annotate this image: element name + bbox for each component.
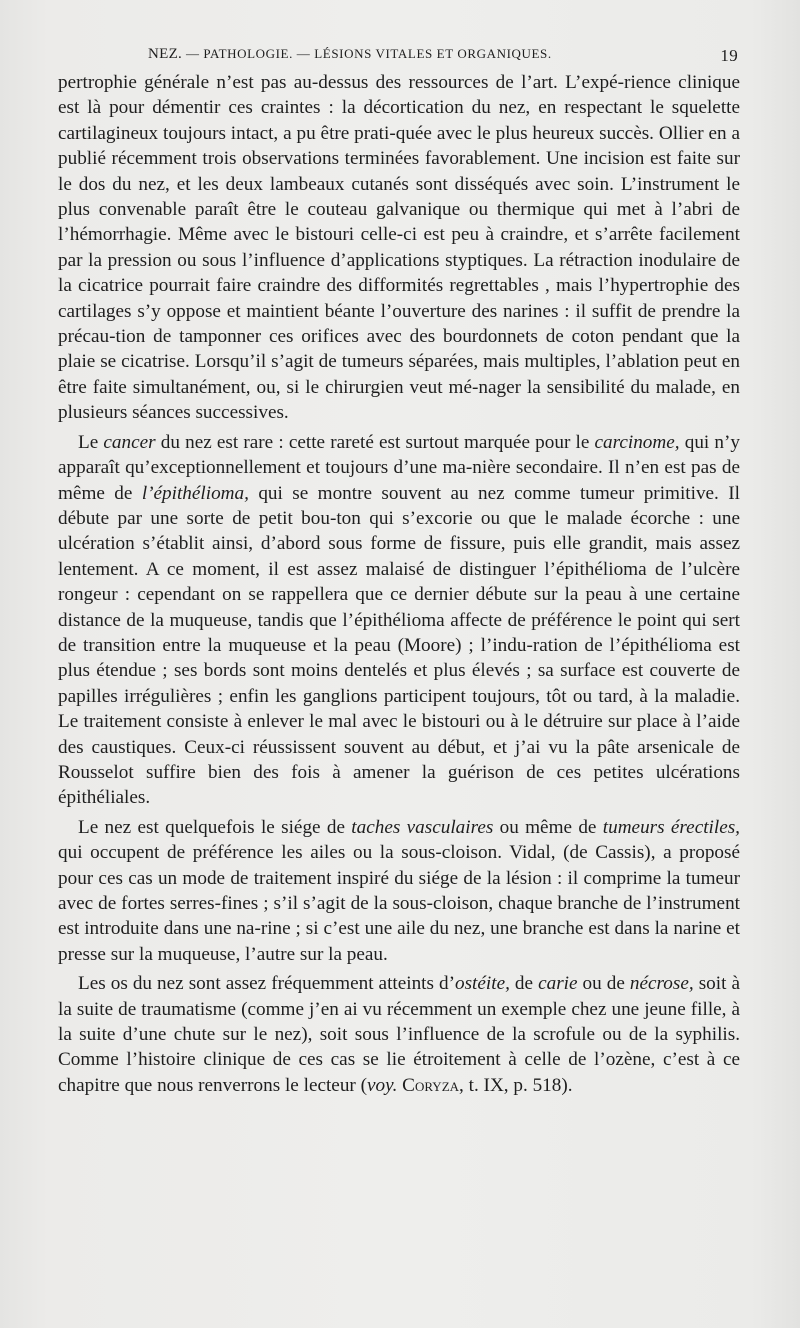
paragraph-cancer (58, 430, 740, 811)
text-run: Le (78, 431, 104, 453)
italic-term: ostéite, (455, 973, 510, 995)
text-run: soit à la suite de traumatisme (comme j’en ai vu récemment un exemple chez une jeune fille, à la suite d’une chute sur le nez), soit sous l’influence de la scrofule ou de la syphilis. Comme l’histoire clinique de ces cas se lie étroitement à celle de l’ozène, c’est à ce chapitre que nous renverrons le lecteur ( (58, 973, 740, 1096)
italic-term: tumeurs érectiles, (602, 816, 740, 838)
text-run: qui occupent de préférence les ailes ou la sous-cloison. Vidal, (de Cassis), a proposé pour ces cas un mode de traitement inspiré du siége de la lésion : il comprime la tumeur avec de fortes serres-fines ; s’il s’agit de la sous-cloison, chaque branche de l’instrument est introduite dans une na-rine ; si c’est une aile du nez, une branche est dans la narine et presse sur la muqueuse, l’autre sur la peau. (58, 842, 740, 965)
italic-term: voy. (367, 1074, 398, 1096)
page-number: 19 (720, 46, 738, 65)
italic-term: l’épithélioma, (141, 482, 249, 504)
text-run: Le nez est quelquefois le siége de (78, 816, 352, 838)
italic-term: carcinome, (594, 431, 680, 453)
body-text (58, 70, 740, 1098)
italic-term: carie (538, 973, 578, 995)
text-run: ou de (577, 973, 630, 995)
text-run: ou même de (493, 816, 603, 838)
italic-term: nécrose, (629, 973, 694, 995)
text-run: , t. IX, p. 518). (459, 1074, 573, 1096)
running-title-nez: NEZ. (148, 46, 183, 62)
paragraph-taches-vasculaires (58, 815, 740, 967)
smallcaps-reference: Coryza (402, 1074, 460, 1096)
text-run: du nez est rare : cette rareté est surtout marquée pour le (155, 431, 595, 453)
running-title (148, 46, 552, 63)
italic-term: cancer (103, 431, 156, 453)
text-run: qui se montre souvent au nez comme tumeur primitive. Il débute par une sorte de petit bou-ton qui s’excorie ou que le malade écorche : une ulcération s’établit ainsi, d’abord sous forme de fissure, puis elle grandit, mais assez lentement. A ce moment, il est assez malaisé de distinguer l’épithélioma de l’ulcère rongeur : cependant on se rappellera que ce dernier débute sur la peau à une certaine distance de la muqueuse, tandis que l’épithélioma affecte de préférence le point qui sert de transition entre la muqueuse et la peau (Moore) ; l’indu-ration de l’épithélioma est plus étendue ; ses bords sont moins dentelés et plus élevés ; sa surface est couverte de papilles irrégulières ; enfin les ganglions participent toujours, tôt ou tard, à la maladie. Le traitement consiste à enlever le mal avec le bistouri ou à le détruire sur place à l’aide des caustiques. Ceux-ci réussissent souvent au début, et j’ai vu la pâte arsenicale de Rousselot suffire bien des fois à amener la guérison de ces petites ulcérations épithéliales. (58, 482, 740, 809)
text-run: qui n’y apparaît qu’exceptionnellement et toujours d’une ma-nière secondaire. Il n’en est pas de même de (58, 431, 740, 504)
text-run: pertrophie générale n’est pas au-dessus des ressources de l’art. L’expé-rience clinique est là pour démentir ces craintes : la décortication du nez, en respectant le squelette cartilagineux toujours intact, a pu être prati-quée avec le plus heureux succès. Ollier en a publié récemment trois observations terminées favorablement. Une incision est faite sur le dos du nez, et les deux lambeaux cutanés sont disséqués avec soin. L’instrument le plus convenable paraît être le couteau galvanique ou thermique qui met à l’abri de l’hémorrhagie. Même avec le bistouri celle-ci est peu à craindre, et s’arrête facilement par la pression ou sous l’influence d’applications styptiques. La rétraction inodulaire de la cicatrice pourrait faire craindre des difformités regrettables , mais l’hypertrophie des cartilages s’y oppose et maintient béante l’ouverture des narines : il suffit de prendre la précau-tion de tamponner ces orifices avec des bourdonnets de coton pendant que la plaie se cicatrise. Lorsqu’il s’agit de tumeurs séparées, mais multiples, l’ablation peut en être faite simultanément, ou, si le chirurgien veut mé-nager la sensibilité du malade, en plusieurs séances successives. (58, 72, 740, 424)
text-run: Les os du nez sont assez fréquemment atteints d’ (78, 973, 455, 995)
paragraph-os-du-nez (58, 971, 740, 1098)
running-title-section: — PATHOLOGIE. — LÉSIONS VITALES ET ORGANIQUES. (182, 46, 552, 61)
running-head (60, 46, 738, 70)
text-run: de (509, 973, 539, 995)
italic-term: taches vasculaires (351, 816, 494, 838)
paragraph-hypertrophie (58, 70, 740, 426)
